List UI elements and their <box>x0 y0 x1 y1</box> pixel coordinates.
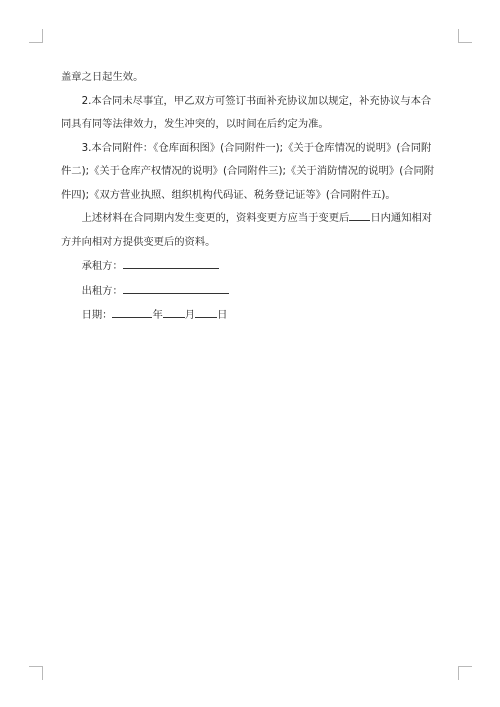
document-body <box>61 66 439 328</box>
date-line <box>61 304 439 328</box>
lessor-label: 出租方： <box>81 284 123 297</box>
crop-mark-bottom-right <box>458 666 472 680</box>
paragraph-effective-clause: 盖章之日起生效。 <box>61 71 144 83</box>
crop-mark-bottom-left <box>29 666 43 680</box>
change-notice-text-part1: 上述材料在合同期内发生变更的，资料变更方应当于变更后 <box>81 212 350 224</box>
paragraph-supplement-clause: 2.本合同未尽事宜，甲乙双方可签订书面补充协议加以规定，补充协议与本合同具有同等法律效力，发生冲突的，以时间在后约定为准。 <box>61 94 432 130</box>
lessee-blank <box>123 256 219 269</box>
paragraph-attachments-clause: 3.本合同附件：《仓库面积图》(合同附件一);《关于仓库情况的说明》(合同附件二);《关于仓库产权情况的说明》(合同附件三);《关于消防情况的说明》(合同附件四);《双方营业执照、组织机构代码证、税务登记证等》(合同附件五)。 <box>61 141 435 201</box>
month-blank <box>163 305 185 318</box>
lessee-signature-line <box>61 255 439 279</box>
day-blank <box>195 305 217 318</box>
days-blank <box>349 208 370 221</box>
lessee-label: 承租方： <box>81 260 123 272</box>
change-notice-text-part2: 日内通知相对方并向相对方提供变更后的资料。 <box>61 212 433 248</box>
lessor-blank <box>123 281 229 294</box>
crop-mark-top-left <box>29 29 43 43</box>
year-label: 年 <box>152 309 163 321</box>
month-label: 月 <box>184 309 196 321</box>
crop-mark-top-right <box>458 29 472 43</box>
year-blank <box>112 305 152 318</box>
day-label: 日 <box>217 309 228 321</box>
lessor-signature-line <box>61 280 439 304</box>
paragraph-change-notice-clause <box>61 207 439 254</box>
date-label: 日期： <box>81 309 113 321</box>
